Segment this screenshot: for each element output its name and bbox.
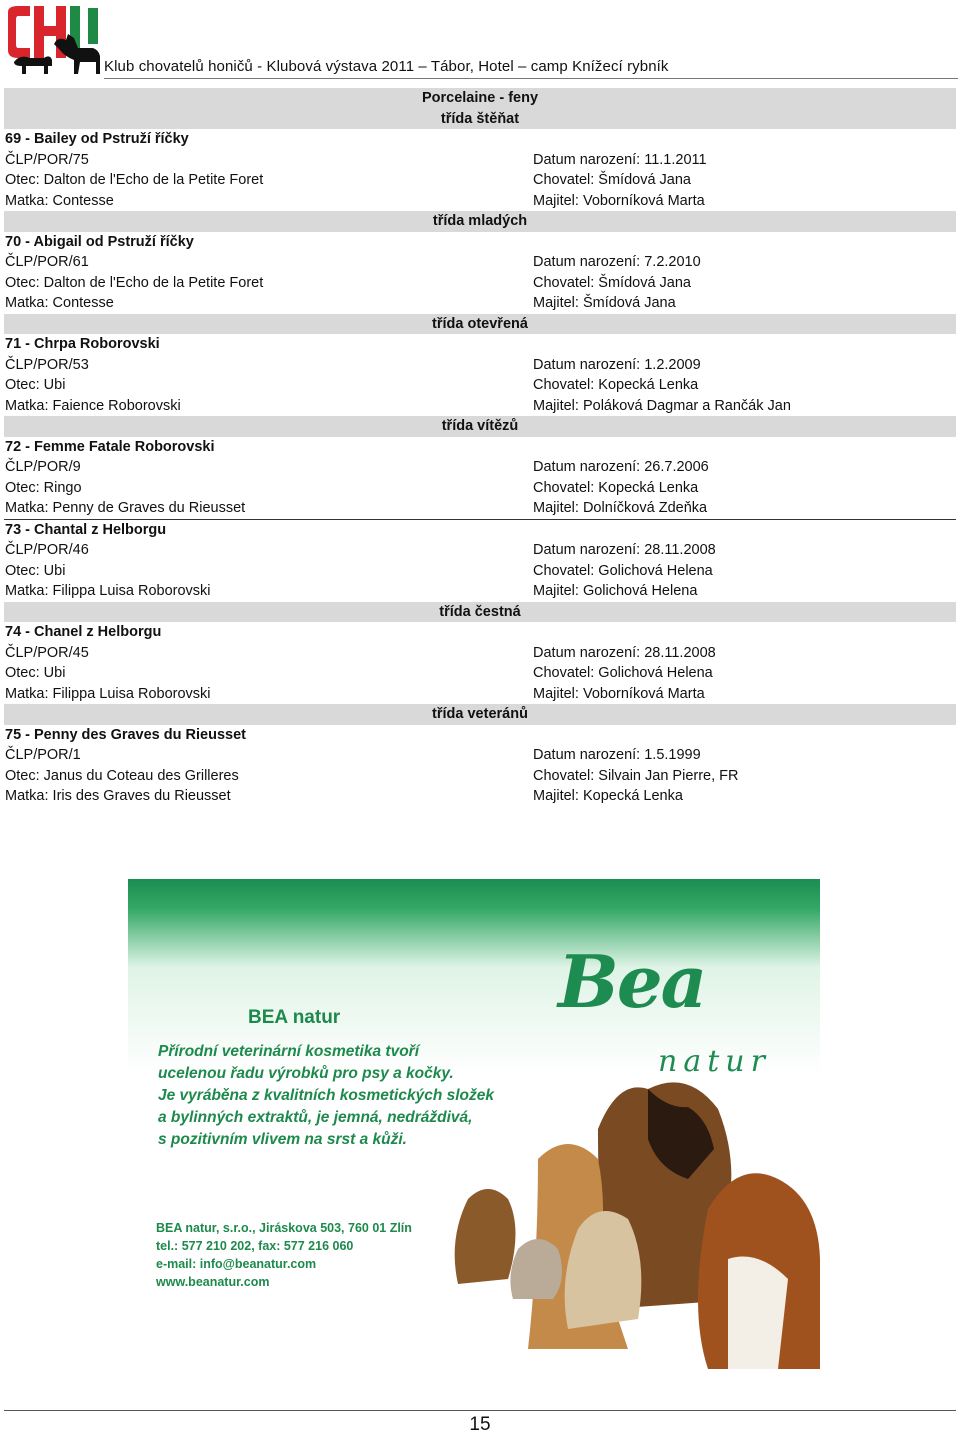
dog-entry: [4, 129, 956, 211]
dog-sire: Otec: Dalton de l'Echo de la Petite Foret: [5, 274, 264, 291]
ad-contact-address: BEA natur, s.r.o., Jiráskova 503, 760 01 Zlín: [156, 1221, 412, 1235]
dog-registration: ČLP/POR/1: [5, 747, 81, 763]
dog-entry: [4, 334, 956, 416]
dog-sire: Otec: Ubi: [5, 665, 66, 681]
dog-owner: Majitel: Šmídová Jana: [533, 295, 676, 311]
dog-entry: [4, 725, 956, 807]
dog-breeder: Chovatel: Golichová Helena: [533, 665, 713, 681]
dog-name: 74 - Chanel z Helborgu: [5, 624, 162, 640]
dog-registration: ČLP/POR/9: [5, 459, 81, 475]
dog-birthdate: Datum narození: 11.1.2011: [533, 151, 707, 168]
class-label-veteran: třída veteránů: [4, 704, 956, 725]
header-title: Klub chovatelů honičů - Klubová výstava 2011 – Tábor, Hotel – camp Knížecí rybník: [104, 58, 669, 75]
dog-birthdate: Datum narození: 28.11.2008: [533, 644, 716, 661]
class-label-champion: třída vítězů: [4, 416, 956, 437]
ad-text-line: ucelenou řadu výrobků pro psy a kočky.: [158, 1065, 454, 1082]
dog-sire: Otec: Ringo: [5, 479, 82, 496]
dog-birthdate: Datum narození: 7.2.2010: [533, 254, 701, 270]
dog-name: 72 - Femme Fatale Roborovski: [5, 438, 215, 455]
breed-header: [4, 88, 956, 129]
ad-contact-web: www.beanatur.com: [156, 1275, 270, 1289]
dog-dam: Matka: Iris des Graves du Rieusset: [5, 788, 231, 804]
dog-owner: Majitel: Poláková Dagmar a Rančák Jan: [533, 397, 791, 414]
header-divider: [104, 78, 958, 79]
dog-sire: Otec: Ubi: [5, 377, 66, 393]
bea-logo-main: Bea: [558, 939, 706, 1024]
dog-dam: Matka: Faience Roborovski: [5, 397, 181, 414]
dog-sire: Otec: Janus du Coteau des Grilleres: [5, 767, 239, 784]
class-label-junior: třída mladých: [4, 211, 956, 232]
advertisement-banner: [128, 879, 820, 1369]
dog-dam: Matka: Filippa Luisa Roborovski: [5, 685, 211, 702]
ad-contact: [156, 1219, 412, 1291]
dog-entry: [4, 622, 956, 704]
dog-registration: ČLP/POR/45: [5, 644, 89, 661]
dog-entry: [4, 437, 956, 519]
dog-birthdate: Datum narození: 28.11.2008: [533, 542, 716, 558]
ad-brand-heading: BEA natur: [248, 1007, 341, 1028]
dog-breeder: Chovatel: Kopecká Lenka: [533, 479, 699, 496]
ad-text-line: Přírodní veterinární kosmetika tvoří: [158, 1043, 420, 1060]
dog-owner: Majitel: Voborníková Marta: [533, 192, 705, 209]
dog-registration: ČLP/POR/53: [5, 356, 89, 373]
dog-dam: Matka: Filippa Luisa Roborovski: [5, 583, 211, 599]
class-label-open: třída otevřená: [4, 314, 956, 335]
dog-breeder: Chovatel: Kopecká Lenka: [533, 377, 699, 393]
dog-entry: [4, 520, 956, 602]
dog-dam: Matka: Contesse: [5, 295, 114, 311]
dog-owner: Majitel: Dolníčková Zdeňka: [533, 500, 708, 516]
dog-name: 75 - Penny des Graves du Rieusset: [5, 726, 246, 743]
dog-registration: ČLP/POR/75: [5, 151, 89, 168]
dog-registration: ČLP/POR/46: [5, 542, 89, 558]
dog-entry: [4, 232, 956, 314]
page-header: [0, 0, 960, 80]
ad-text-line: a bylinných extraktů, je jemná, nedráždivá,: [158, 1109, 473, 1126]
dog-registration: ČLP/POR/61: [5, 254, 89, 270]
ad-contact-phone: tel.: 577 210 202, fax: 577 216 060: [156, 1239, 354, 1253]
page-number: 15: [469, 1414, 491, 1435]
ad-text-line: Je vyráběna z kvalitních kosmetických složek: [158, 1087, 495, 1104]
ad-contact-email: e-mail: info@beanatur.com: [156, 1257, 317, 1271]
dog-birthdate: Datum narození: 1.5.1999: [533, 747, 701, 763]
dog-dam: Matka: Contesse: [5, 192, 114, 209]
dog-breeder: Chovatel: Šmídová Jana: [533, 274, 691, 291]
dog-owner: Majitel: Kopecká Lenka: [533, 788, 683, 804]
class-label-honorary: třída čestná: [4, 602, 956, 623]
dog-birthdate: Datum narození: 26.7.2006: [533, 459, 709, 475]
dog-owner: Majitel: Golichová Helena: [533, 583, 698, 599]
dog-name: 73 - Chantal z Helborgu: [5, 521, 167, 538]
ad-description: [158, 1041, 538, 1151]
dog-sire: Otec: Dalton de l'Echo de la Petite Foret: [5, 172, 264, 188]
bea-logo-sub: natur: [658, 1044, 771, 1079]
club-logo: [4, 4, 104, 76]
dog-breeder: Chovatel: Golichová Helena: [533, 562, 713, 579]
dog-owner: Majitel: Voborníková Marta: [533, 685, 705, 702]
dog-birthdate: Datum narození: 1.2.2009: [533, 356, 701, 373]
footer-divider: [4, 1410, 956, 1411]
dog-breeder: Chovatel: Silvain Jan Pierre, FR: [533, 767, 739, 784]
catalog-content: [4, 88, 956, 807]
dog-name: 69 - Bailey od Pstruží říčky: [5, 131, 189, 147]
dog-sire: Otec: Ubi: [5, 562, 66, 579]
dog-dam: Matka: Penny de Graves du Rieusset: [5, 500, 246, 516]
class-label-puppy: třída štěňat: [440, 110, 520, 127]
dog-breeder: Chovatel: Šmídová Jana: [533, 172, 691, 188]
dog-name: 70 - Abigail od Pstruží říčky: [5, 233, 194, 250]
ad-text-line: s pozitivním vlivem na srst a kůži.: [158, 1131, 407, 1148]
dog-name: 71 - Chrpa Roborovski: [5, 336, 160, 352]
breed-name: Porcelaine - feny: [421, 90, 539, 106]
